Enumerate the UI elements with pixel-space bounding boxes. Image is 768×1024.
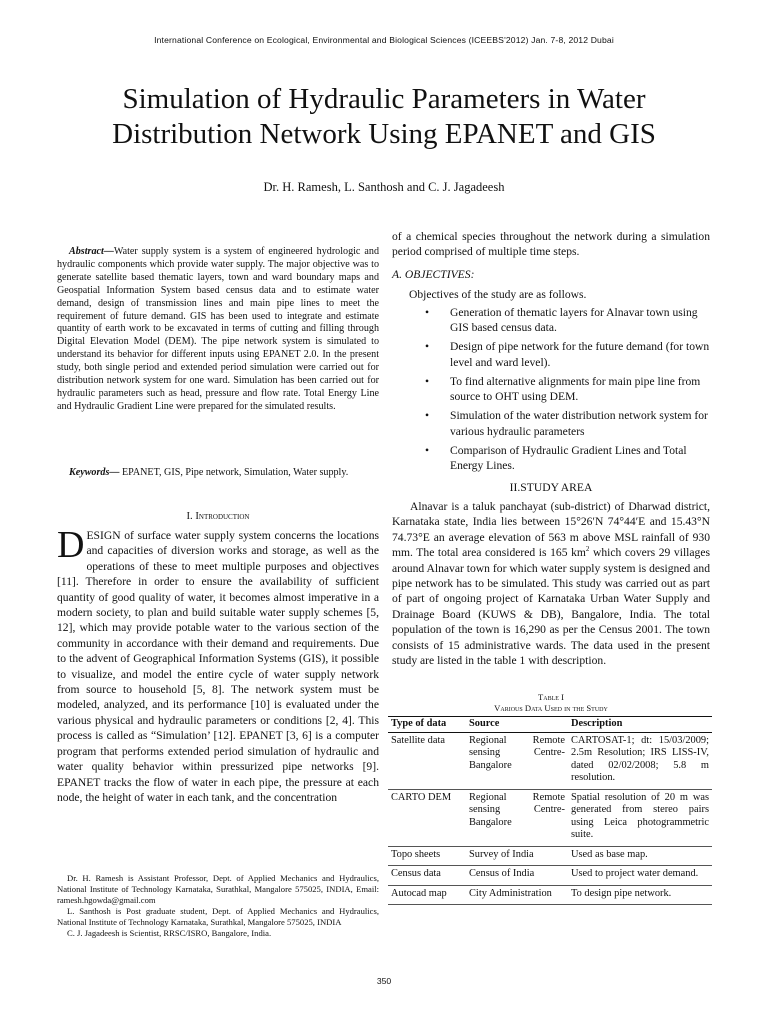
intro-heading-text: Introduction <box>195 511 250 522</box>
table-cell: Autocad map <box>388 885 466 905</box>
table-header-row <box>388 717 712 733</box>
table-number: Table I <box>538 692 564 702</box>
title-line-2: Distribution Network Using EPANET and GIS <box>112 118 656 150</box>
table-cell: Spatial resolution of 20 m was generated from stereo pairs using Leica photogrammetric suite. <box>568 789 712 846</box>
table-cell: Used to project water demand. <box>568 866 712 886</box>
intro-continuation: of a chemical species throughout the network during a simulation period comprised of multiple time steps. <box>392 230 710 259</box>
bullet-icon: • <box>425 340 430 354</box>
table-cell: City Administration <box>466 885 568 905</box>
table-cell: Census of India <box>466 866 568 886</box>
author-list: Dr. H. Ramesh, L. Santhosh and C. J. Jagadeesh <box>263 180 505 194</box>
table-cell: Census data <box>388 866 466 886</box>
intro-heading-number: I. <box>186 511 196 522</box>
intro-text: ESIGN of surface water supply system concerns the locations and capacities of diversion works and storage, as well as the operations of these to meet multiple purposes and objectives [11]. Therefore in order to ensure the availability of sufficient quantity of good quality of water, it becomes almost imperative in a modern society, to plan and build suitable water supply schemes [5, 12], which may provide potable water to the various section of the community in accordance with their demand and requirements. Due to the advent of Geographical Information Systems (GIS), it possible to visualize, and model the entire cycle of water supply network from source to household [5, 8]. The network system must be modeled, analyzed, and its performance [10] is evaluated under the various physical and hydraulic parameters or conditions [2, 4]. This process is called as “Simulation’ [12]. EPANET [3, 6] is a computer program that performs extended period simulation of hydraulic and water quality behavior within pressurized pipe networks [9]. EPANET tracks the flow of water in each pipe, the pressure at each node, the height of water in each tank, and the concentration <box>57 529 379 804</box>
table-cell: To design pipe network. <box>568 885 712 905</box>
footnote-item: Dr. H. Ramesh is Assistant Professor, Dept. of Applied Mechanics and Hydraulics, National Institute of Technology Karnataka, Surathkal, Mangalore 575025, INDIA, Email: ramesh.hgowda@gmail.com <box>57 873 379 906</box>
list-item: • Comparison of Hydraulic Gradient Lines and Total Energy Lines. <box>425 443 687 473</box>
abstract-text: Water supply system is a system of engineered hydrologic and hydraulic components which provide water supply. The major objective was to generate satellite based thematic layers, town and ward boundary maps and Geospatial Information System based census data and to estimate water demand, design of transmission lines and main pipe lines to meet the requirement of future demand. GIS has been used to integrate and estimate quantity of earth work to be excavated in terms of cutting and filling through Digital Elevation Model (DEM). The pipe network system is simulated to understand its behavior for different inputs using EPANET 2.0. In the present study, both single period and extended period simulation were carried out for distribution network system for one ward. Simulation has been carried out for hydraulic parameters such as head, pressure and flow rate. Total Energy Line and Hydraulic Gradient Line were prepared for the simulated results. <box>57 246 379 412</box>
footnote-item: L. Santhosh is Post graduate student, Dept. of Applied Mechanics and Hydraulics, National Institute of Technology Karnataka, Surathkal, Mangalore 575025, INDIA <box>57 906 379 928</box>
table-cell: Regional Remote sensing Centre-Bangalore <box>466 732 568 789</box>
list-item: • Design of pipe network for the future demand (for town level and ward level). <box>425 340 710 369</box>
abstract <box>57 246 379 414</box>
keywords-text: EPANET, GIS, Pipe network, Simulation, Water supply. <box>119 467 349 478</box>
intro-heading <box>57 511 379 522</box>
intro-body <box>57 524 379 805</box>
table-caption <box>392 692 710 713</box>
column-header: Description <box>568 717 712 733</box>
column-header: Source <box>466 717 568 733</box>
table-row <box>388 866 712 886</box>
table-row <box>388 846 712 866</box>
bullet-icon: • <box>425 306 430 319</box>
column-header: Type of data <box>388 717 466 733</box>
paper-title <box>60 82 708 152</box>
footnote-item: C. J. Jagadeesh is Scientist, RRSC/ISRO, Bangalore, India. <box>67 928 272 939</box>
table-cell: CARTO DEM <box>388 789 466 846</box>
bullet-icon: • <box>425 409 430 423</box>
table-cell: Topo sheets <box>388 846 466 866</box>
objectives-intro: Objectives of the study are as follows. <box>409 288 587 301</box>
page-number: 350 <box>376 976 392 986</box>
table-cell: CARTOSAT-1; dt: 15/03/2009; 2.5m Resolution; IRS LISS-IV, dated 02/02/2008; 5.8 m resolution. <box>568 732 712 789</box>
table-title: Various Data Used in the Study <box>494 702 608 713</box>
study-area-heading: II.STUDY AREA <box>509 481 593 494</box>
title-line-1: Simulation of Hydraulic Parameters in Water <box>122 83 646 115</box>
conference-header: International Conference on Ecological, Environmental and Biological Sciences (ICEEBS'2012) Jan. 7-8, 2012 Dubai <box>154 35 614 45</box>
bullet-icon: • <box>425 443 430 457</box>
bullet-icon: • <box>425 374 430 388</box>
table-cell: Survey of India <box>466 846 568 866</box>
objectives-list <box>425 305 710 477</box>
table-cell: Satellite data <box>388 732 466 789</box>
table-cell: Used as base map. <box>568 846 712 866</box>
objectives-heading: A. OBJECTIVES: <box>392 268 475 281</box>
data-table <box>388 716 712 905</box>
superscript: 2 <box>585 545 590 554</box>
author-footnotes <box>57 873 379 940</box>
abstract-label: Abstract <box>69 246 104 257</box>
list-item: • Generation of thematic layers for Alnavar town using GIS based census data. <box>425 306 698 335</box>
list-item: • To find alternative alignments for main pipe line from source to OHT using DEM. <box>425 374 701 404</box>
table-row <box>388 789 712 846</box>
drop-cap: D <box>57 524 85 566</box>
keywords <box>57 467 379 480</box>
keywords-label: Keywords <box>69 467 110 478</box>
study-text-part2: which covers 29 villages around Alnavar town for which water supply system is designed and pipe network has to be simulated. This study was carried out as part of part of ongoing project of Karnataka Urban Water Supply and Drainage Board (KUWS & DB), Bangalore, India. The total population of the town is 16,290 as per the Census 2001. The town consists of 15 administrative wards. The data used in the present study are listed in the table 1 with description. <box>392 546 710 668</box>
table-row <box>388 732 712 789</box>
list-item: • Simulation of the water distribution network system for various hydraulic parameters <box>425 409 708 438</box>
keywords-dash: — <box>109 467 120 478</box>
table-cell: Regional Remote sensing Centre-Bangalore <box>466 789 568 846</box>
table-row <box>388 885 712 905</box>
study-area-body <box>392 499 710 668</box>
abstract-dash: — <box>103 246 114 257</box>
study-text-part1: Alnavar is a taluk panchayat (sub-district) of Dharwad district, Karnataka state, India lies between 15°26′N 74°44′E and 15.43°N 74.73°E an average elevation of 563 m above MSL rainfall of 930 mm. The total area considered is 165 km <box>392 500 710 560</box>
